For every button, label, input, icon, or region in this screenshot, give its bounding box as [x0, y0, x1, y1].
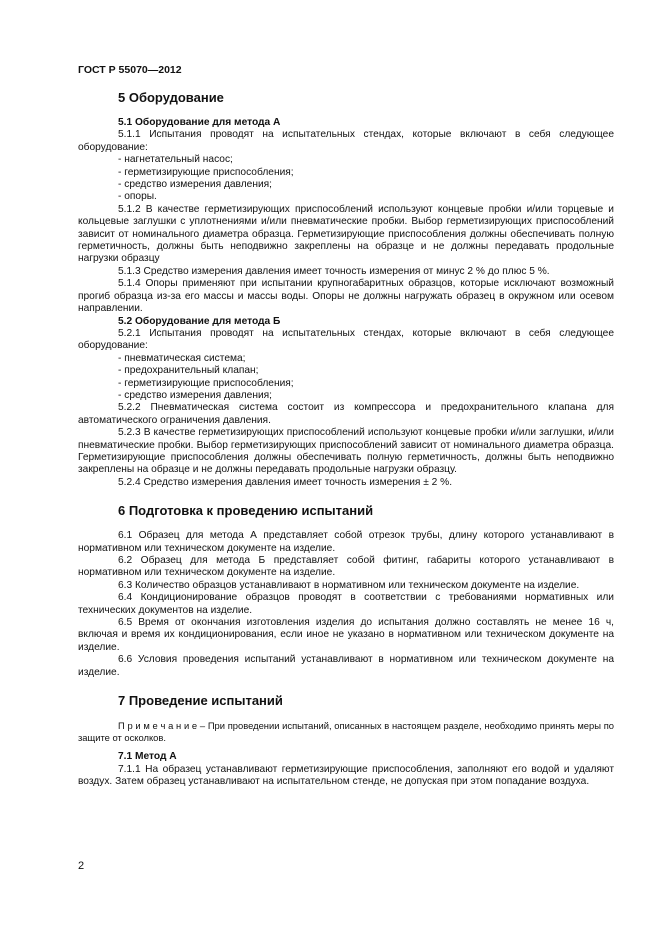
section-7-title: 7 Проведение испытаний [118, 693, 283, 709]
paragraph-6-6: 6.6 Условия проведения испытаний устанавливают в нормативном или техническом документе на изделие. [78, 654, 614, 678]
list-item: - средство измерения давления; [118, 179, 273, 191]
paragraph-5-2-1: 5.2.1 Испытания проводят на испытательных стендах, которые включают в себя следующее оборудование: [78, 327, 614, 352]
paragraph-6-5: 6.5 Время от окончания изготовления изделия до испытания должно составлять не менее 16 ч, включая и время их кондиционирования, если иное не указано в нормативном или техническом документе на изделие. [78, 617, 614, 653]
paragraph-5-2-2: 5.2.2 Пневматическая система состоит из компрессора и предохранительного клапана для автоматического ограничения давления. [78, 402, 614, 426]
list-item: - герметизирующие приспособления; [118, 377, 294, 389]
section-7-1-title: 7.1 Метод А [118, 751, 177, 763]
paragraph-5-1-3: 5.1.3 Средство измерения давления имеет точность измерения от минус 2 % до плюс 5 %. [118, 265, 550, 277]
list-item: - средство измерения давления; [118, 389, 273, 401]
paragraph-5-2-4: 5.2.4 Средство измерения давления имеет точность измерения ± 2 %. [118, 476, 453, 488]
list-item: - пневматическая система; [118, 352, 246, 364]
spacer [78, 679, 614, 689]
section-5-1-title: 5.1 Оборудование для метода А [118, 117, 281, 128]
note: П р и м е ч а н и е – При проведении испытаний, описанных в настоящем разделе, необходимо принять меры по защите от осколков. [78, 720, 614, 743]
list-item: - опоры. [118, 191, 157, 203]
paragraph-6-2: 6.2 Образец для метода Б представляет собой фитинг, габариты которого устанавливают в нормативном или техническом документе на изделие. [78, 555, 614, 579]
spacer [78, 489, 614, 499]
paragraph-6-3: 6.3 Количество образцов устанавливают в нормативном или техническом документе на изделие. [118, 579, 580, 591]
section-5-2-title: 5.2 Оборудование для метода Б [118, 315, 281, 327]
paragraph-5-1-4: 5.1.4 Опоры применяют при испытании крупногабаритных образцов, которые исключают возможный прогиб образца из-за его массы и массы воды. Опоры не должны нагружать образец в окружном или осевом направлении. [78, 278, 614, 315]
document-body [78, 86, 614, 788]
paragraph-7-1-1: 7.1.1 На образец устанавливают герметизирующие приспособления, заполняют его водой и удаляют воздух. Затем образец устанавливают на испытательном стенде, не допуская при этом попадание воздуха. [78, 763, 614, 788]
paragraph-6-1: 6.1 Образец для метода А представляет собой отрезок трубы, длину которого устанавливают в нормативном или техническом документе на изделие. [78, 530, 614, 554]
section-6-title: 6 Подготовка к проведению испытаний [118, 503, 374, 519]
paragraph-5-2-3: 5.2.3 В качестве герметизирующих приспособлений используют концевые пробки и/или заглушки, и/или пневматические пробки. Выбор герметизирующих приспособлений зависит от номинального диаметра образца. Герметизирующие приспособления должны обеспечивать полную герметичность, должны быть неподвижно закреплены на образце и не должны передавать продольные нагрузки образцу. [78, 427, 614, 476]
list-item: - нагнетательный насос; [118, 154, 233, 166]
document-header: ГОСТ Р 55070—2012 [78, 64, 182, 76]
paragraph-5-1-1: 5.1.1 Испытания проводят на испытательных стендах, которые включают в себя следующее оборудование: [78, 129, 614, 153]
page-number: 2 [78, 860, 85, 872]
paragraph-5-1-2: 5.1.2 В качестве герметизирующих приспособлений используют концевые пробки и/или торцевые и кольцевые заглушки с уплотнениями и/или пневматические пробки. Выбор герметизирующих приспособлений зависит от номинального диаметра образца. Герметизирующие приспособления должны обеспечивать полную герметичность, должны быть неподвижно закреплены на образце и не должны передавать продольные нагрузки образцу [78, 203, 614, 265]
section-5-title: 5 Оборудование [118, 90, 224, 105]
list-item: - предохранительный клапан; [118, 365, 259, 377]
paragraph-6-4: 6.4 Кондиционирование образцов проводят в соответствии с требованиями нормативных или технических документов на изделие. [78, 592, 614, 616]
spacer [78, 743, 614, 751]
list-item: - герметизирующие приспособления; [118, 166, 294, 178]
